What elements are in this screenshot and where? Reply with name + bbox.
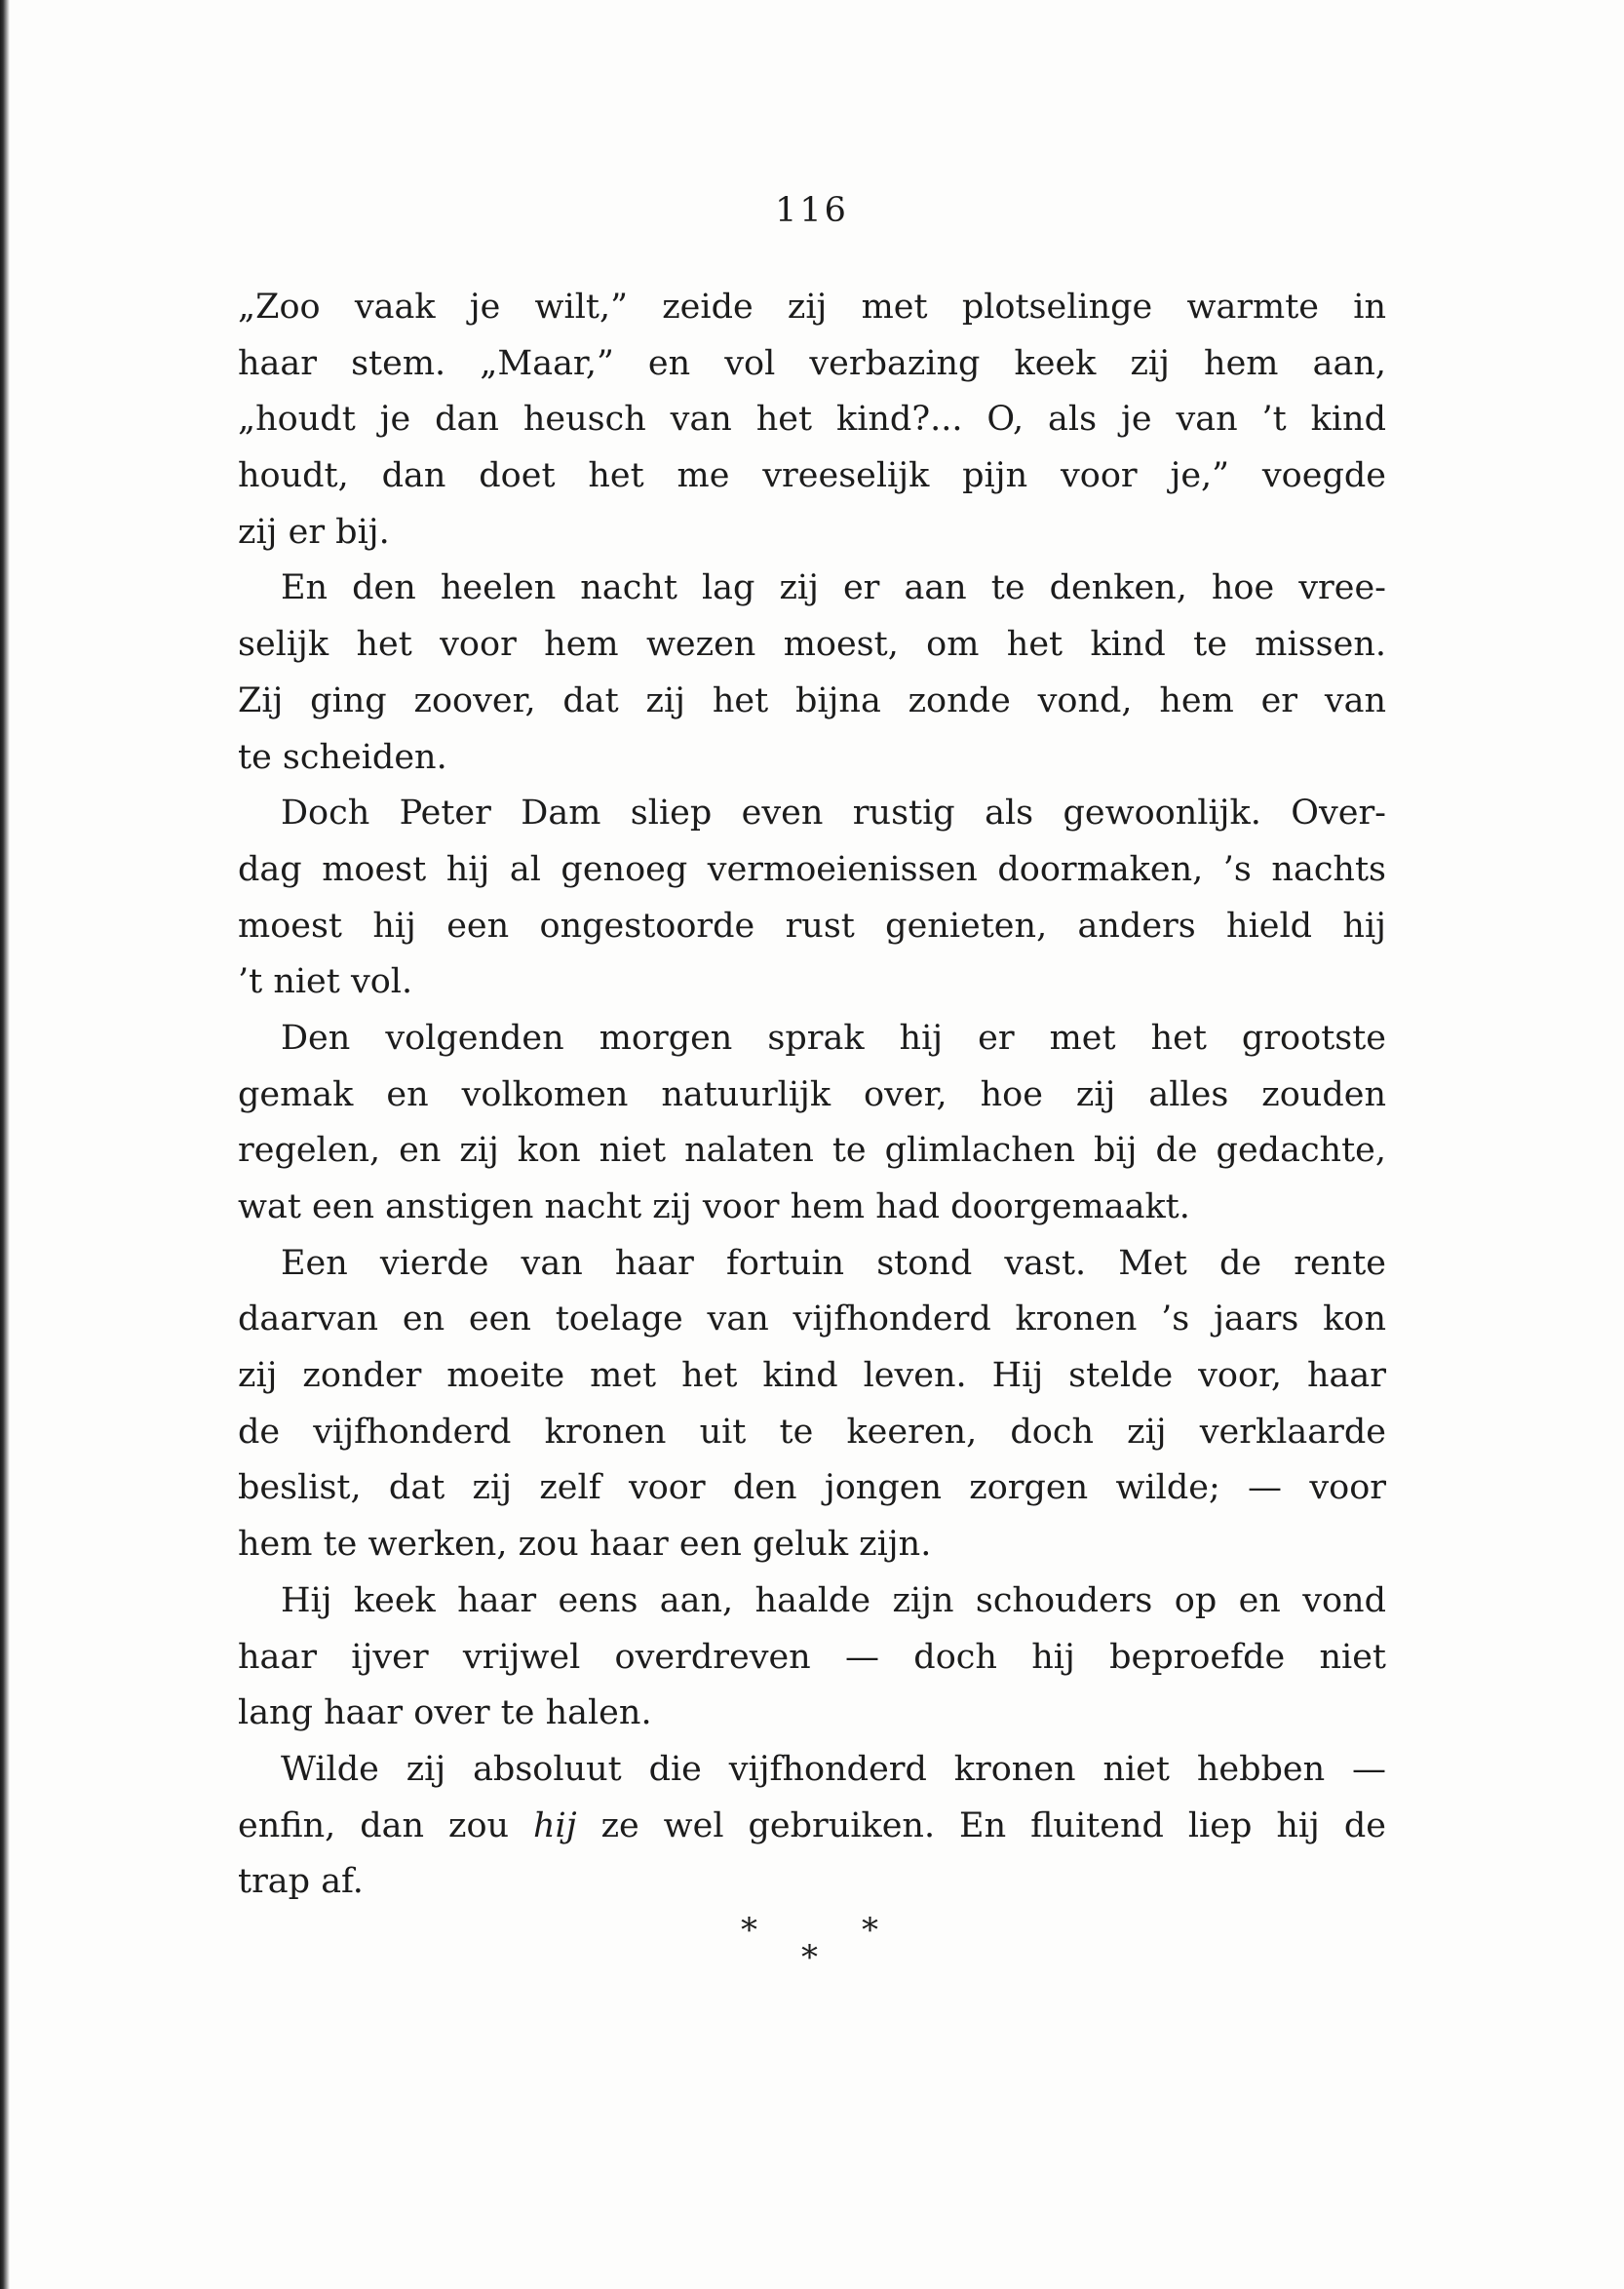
text-line: Den volgenden morgen sprak hij er met het grootste xyxy=(281,1018,1386,1058)
text-line: haar ijver vrijwel overdreven — doch hij beproefde niet xyxy=(238,1637,1386,1677)
text-line: houdt, dan doet het me vreeselijk pijn voor je,” voegde xyxy=(238,456,1386,496)
text-line: moest hij een ongestoorde rust genieten, anders hield hij xyxy=(238,906,1386,946)
text-fragment: enfin, dan zou xyxy=(238,1805,534,1845)
asterisk: * xyxy=(741,1911,757,1950)
binding-edge xyxy=(0,0,10,2289)
text-line: „Zoo vaak je wilt,” zeide zij met plotselinge warmte in xyxy=(238,288,1386,327)
text-line: dag moest hij al genoeg vermoeienissen doormaken, ’s nachts xyxy=(238,849,1386,889)
page-number: 116 xyxy=(775,191,849,230)
text-line: wat een anstigen nacht zij voor hem had doorgemaakt. xyxy=(238,1187,1190,1226)
text-line: Wilde zij absoluut die vijfhonderd kronen niet hebben — xyxy=(281,1749,1386,1789)
text-line: zij er bij. xyxy=(238,512,390,552)
text-line: de vijfhonderd kronen uit te keeren, doch zij verklaarde xyxy=(238,1412,1386,1452)
text-line: regelen, en zij kon niet nalaten te glimlachen bij de gedachte, xyxy=(238,1131,1386,1171)
text-line: beslist, dat zij zelf voor den jongen zorgen wilde; — voor xyxy=(238,1468,1386,1508)
text-line: zij zonder moeite met het kind leven. Hij stelde voor, haar xyxy=(238,1356,1386,1396)
asterisk: * xyxy=(801,1938,818,1977)
text-line: te scheiden. xyxy=(238,737,447,777)
text-line: daarvan en een toelage van vijfhonderd kronen ’s jaars kon xyxy=(238,1300,1386,1339)
text-line: Een vierde van haar fortuin stond vast. Met de rente xyxy=(281,1243,1386,1283)
body-text xyxy=(238,280,1386,1911)
italic-word: hij xyxy=(533,1805,577,1845)
text-line: Doch Peter Dam sliep even rustig als gewoonlijk. Over- xyxy=(281,794,1386,834)
text-line-with-italic xyxy=(238,1799,1386,1855)
section-break-asterisks xyxy=(721,1911,897,1989)
asterisk: * xyxy=(862,1911,878,1950)
text-line: „houdt je dan heusch van het kind?... O, als je van ’t kind xyxy=(238,400,1386,440)
text-line: gemak en volkomen natuurlijk over, hoe zij alles zouden xyxy=(238,1074,1386,1114)
text-line: hem te werken, zou haar een geluk zijn. xyxy=(238,1525,932,1565)
text-line: lang haar over te halen. xyxy=(238,1693,652,1733)
text-line: trap af. xyxy=(238,1862,364,1902)
text-line: haar stem. „Maar,” en vol verbazing keek zij hem aan, xyxy=(238,343,1386,383)
text-line: selijk het voor hem wezen moest, om het kind te missen. xyxy=(238,625,1386,665)
text-line: Zij ging zoover, dat zij het bijna zonde vond, hem er van xyxy=(238,680,1386,720)
text-line: En den heelen nacht lag zij er aan te denken, hoe vree- xyxy=(281,568,1386,608)
text-line: Hij keek haar eens aan, haalde zijn schouders op en vond xyxy=(281,1580,1386,1620)
text-fragment: ze wel gebruiken. En fluitend liep hij de xyxy=(576,1805,1386,1845)
text-line: ’t niet vol. xyxy=(238,962,413,1002)
